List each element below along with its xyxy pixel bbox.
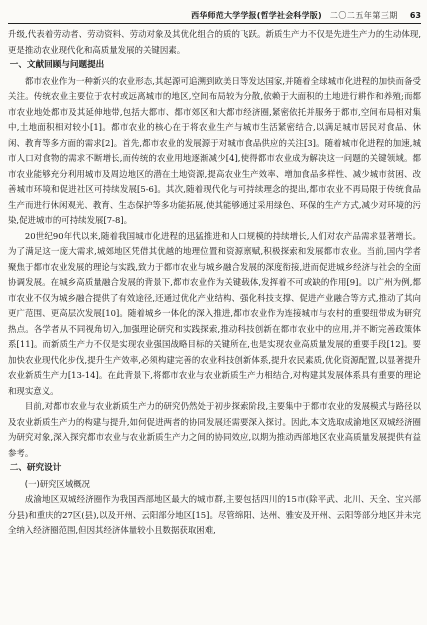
section-heading-research-design: 二、研究设计	[9, 463, 62, 473]
header-rule	[8, 23, 421, 24]
section-heading-literature-review: 一、文献回顾与问题提出	[9, 60, 105, 70]
issue-label: 二〇二五年第三期	[329, 11, 398, 20]
journal-title: 西华师范大学学报(哲学社会科学版)	[191, 11, 322, 20]
page-number: 63	[409, 11, 421, 20]
paper-page	[8, 0, 421, 539]
subsection-heading-study-area: (一)研究区域概况	[24, 478, 90, 489]
paragraph-study-area: 成渝地区双城经济圈作为我国西部地区最大的城市群,主要包括四川的15市(除平武、北川、天全、宝兴部分县)和重庆的27区(县),以及开州、云阳部分地区[15]。尽管绵阳、达州、雅安及开州、云阳等部分地区并未完全纳入经济圈范围,但因其经济体量较小且数据获取困难,	[8, 494, 421, 535]
article-body	[8, 27, 421, 539]
paragraph-continued: 升级,代表着劳动者、劳动资料、劳动对象及其优化组合的质的飞跃。新质生产力不仅是先进生产力的生动体现,更是推动农业现代化和高质量发展的关键因素。	[8, 29, 421, 55]
running-header	[8, 0, 421, 20]
paragraph-urban-agriculture-origin: 都市农业作为一种新兴的农业形态,其起源可追溯到欧美日等发达国家,并随着全球城市化进程的加快而备受关注。传统农业主要位于农村或远离城市的地区,空间布局较为分散,依赖于大面积的土地进行耕作和养殖;而都市农业地处都市及其延伸地带,包括大都市、都市郊区和大都市经济圈,紧密依托并服务于都市,空间布局相对集中,土地面积相对较小[1]。都市农业的核心在于将农业生产与城市生活紧密结合,以满足城市居民对食品、休闲、教育等多方面的需求[2]。首先,都市农业的发展源于对城市食品供应的关注[3]。随着城市化进程的加速,城市人口对食物的需求不断增长,而传统的农业用地逐渐减少[4],使得都市农业成为解决这一问题的关键领域。都市农业能够充分利用城市及周边地区的潜在土地资源,提高农业生产效率、增加食品多样性、减少城市贫困、改善城市环境和促进社区可持续发展[5-6]。其次,随着现代化与可持续理念的提出,都市农业不再局限于传统食品生产而进行休闲观光、教育、生态保护等多功能拓展,使其能够通过采用绿色、环保的生产方式,减少对环境的污染,促进城市的可持续发展[7-8]。	[8, 75, 421, 225]
paragraph-domestic-research: 20世纪90年代以来,随着我国城市化进程的迅猛推进和人口规模的持续增长,人们对农产品需求显著增长。为了满足这一庞大需求,城郊地区凭借其优越的地理位置和资源禀赋,积极探索和发展都市农业。当前,国内学者聚焦于都市农业发展的理论与实践,致力于都市农业与城乡融合发展的深度衔接,进而促进城乡经济与社会的全面协调发展。在城乡高质量融合发展的背景下,都市农业作为关键载体,发挥着不可或缺的作用[9]。以广州为例,都市农业不仅为城乡融合提供了有效途径,还通过优化产业结构、强化科技支撑、促进产业融合等方式,推动了其向更广范围、更高层次发展[10]。随着城乡一体化的深入推进,都市农业作为连接城市与农村的重要纽带成为研究热点。各学者从不同视角切入,加强理论研究和实践探索,推动科技创新在都市农业中的应用,并不断完善政策体系[11]。而新质生产力不仅是实现农业强国战略目标的关键所在,也是实现农业高质量发展的重要手段[12]。要加快农业现代化步伐,提升生产效率,必须构建完善的农业科技创新体系,提升农民素质,优化资源配置,以显著提升农业新质生产力[13-14]。在此背景下,将都市农业与农业新质生产力相结合,对构建其发展体系具有重要的理论和现实意义。	[8, 230, 421, 396]
paragraph-research-gap: 目前,对都市农业与农业新质生产力的研究仍然处于初步探索阶段,主要集中于都市农业的发展模式与路径以及农业新质生产力的构建与提升,如何促进两者的协同发展还需要深入探讨。因此,本文选取成渝地区双城经济圈为研究对象,深入探究都市农业与农业新质生产力之间的协同效应,以期为推动西部地区农业高质量发展提供有益参考。	[8, 401, 421, 458]
